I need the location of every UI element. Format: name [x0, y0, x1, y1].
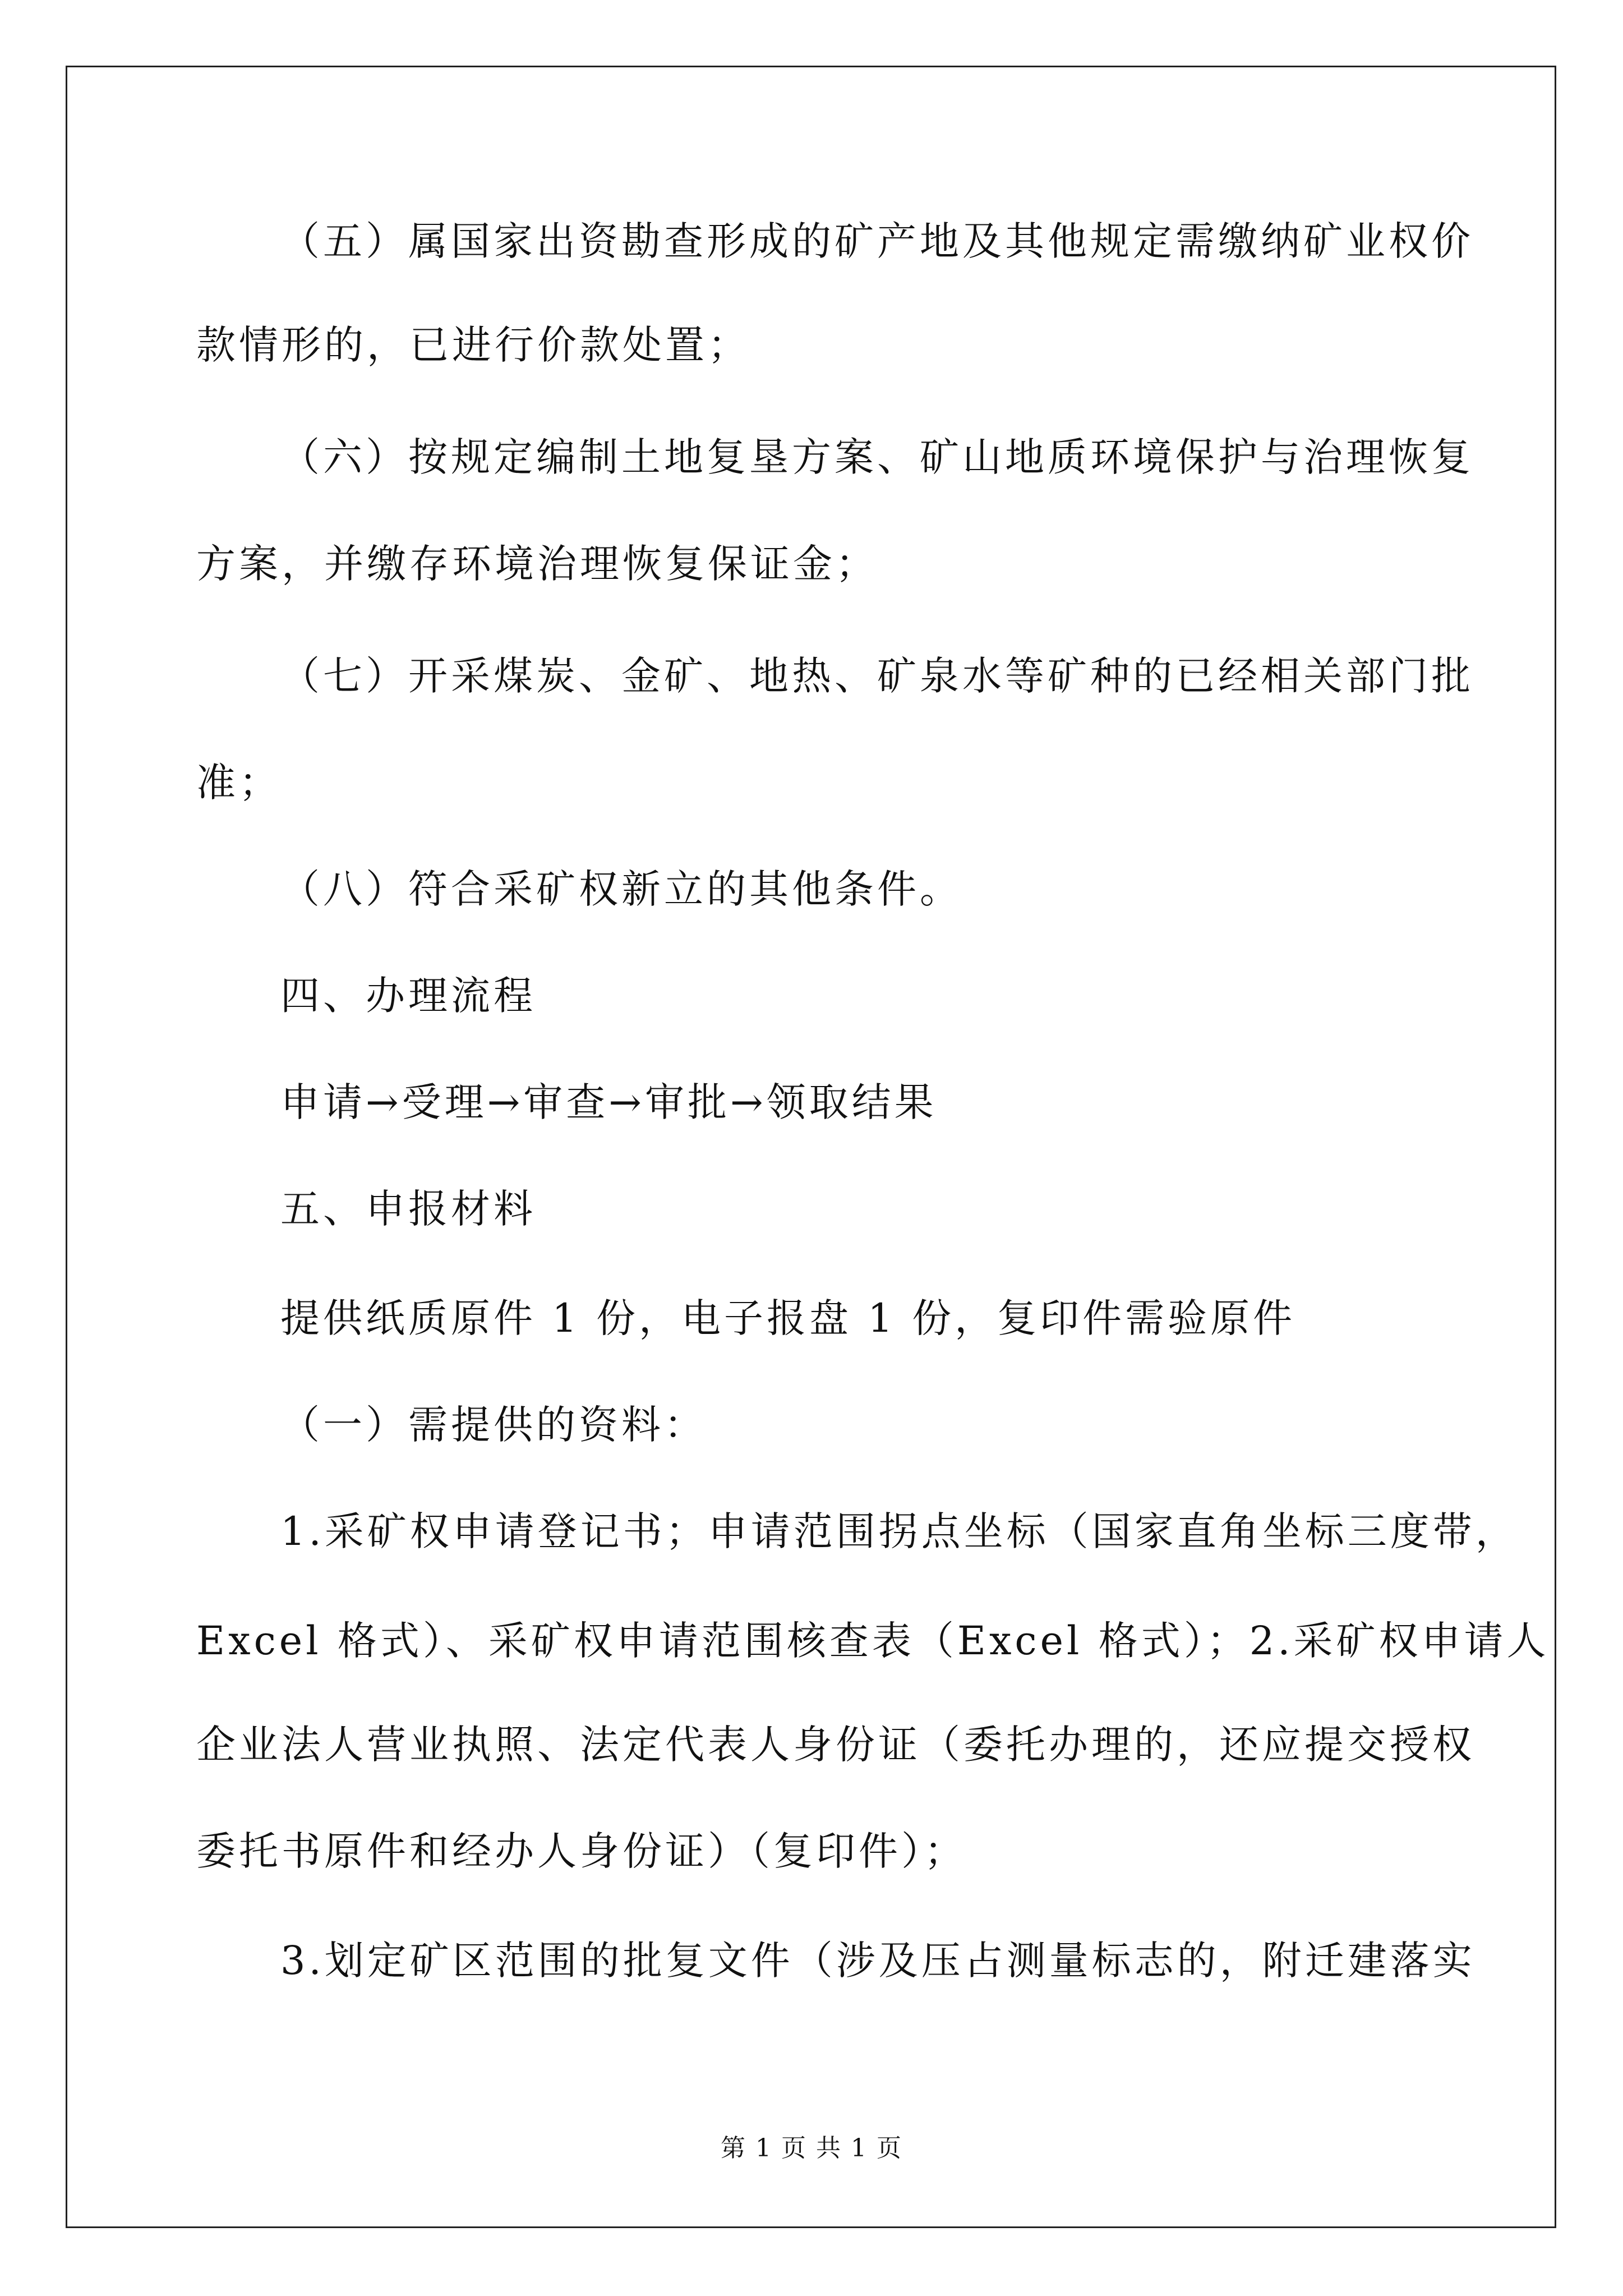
paragraph-line: Excel 格式）、采矿权申请范围核查表（Excel 格式）；2.采矿权申请人: [196, 1618, 1550, 1664]
paragraph-line: 款情形的，已进行价款处置；: [196, 322, 750, 368]
paragraph-line: 委托书原件和经办人身份证）（复印件）；: [196, 1828, 967, 1874]
process-flow: 申请→受理→审查→审批→领取结果: [280, 1079, 937, 1125]
paragraph-line: （六）按规定编制土地复垦方案、矿山地质环境保护与治理恢复: [280, 434, 1474, 480]
section-heading: 五、申报材料: [280, 1186, 536, 1232]
subsection-heading: （一）需提供的资料：: [280, 1402, 707, 1448]
paragraph-line: 3.划定矿区范围的批复文件（涉及压占测量标志的，附迁建落实: [280, 1938, 1476, 1984]
paragraph-line: （八）符合采矿权新立的其他条件。: [280, 866, 962, 912]
page-footer: 第 1 页 共 1 页: [721, 2134, 902, 2162]
paragraph-line: （七）开采煤炭、金矿、地热、矿泉水等矿种的已经相关部门批: [280, 653, 1474, 699]
section-heading: 四、办理流程: [280, 973, 536, 1019]
paragraph-line: 准；: [196, 760, 282, 806]
paragraph-line: 提供纸质原件 1 份，电子报盘 1 份，复印件需验原件: [280, 1295, 1296, 1341]
paragraph-line: 方案，并缴存环境治理恢复保证金；: [196, 541, 878, 587]
paragraph-line: 1.采矿权申请登记书；申请范围拐点坐标（国家直角坐标三度带，: [280, 1508, 1518, 1554]
paragraph-line: （五）属国家出资勘查形成的矿产地及其他规定需缴纳矿业权价: [280, 218, 1474, 264]
paragraph-line: 企业法人营业执照、法定代表人身份证（委托办理的，还应提交授权: [196, 1722, 1475, 1768]
page-border: [66, 66, 1556, 2228]
